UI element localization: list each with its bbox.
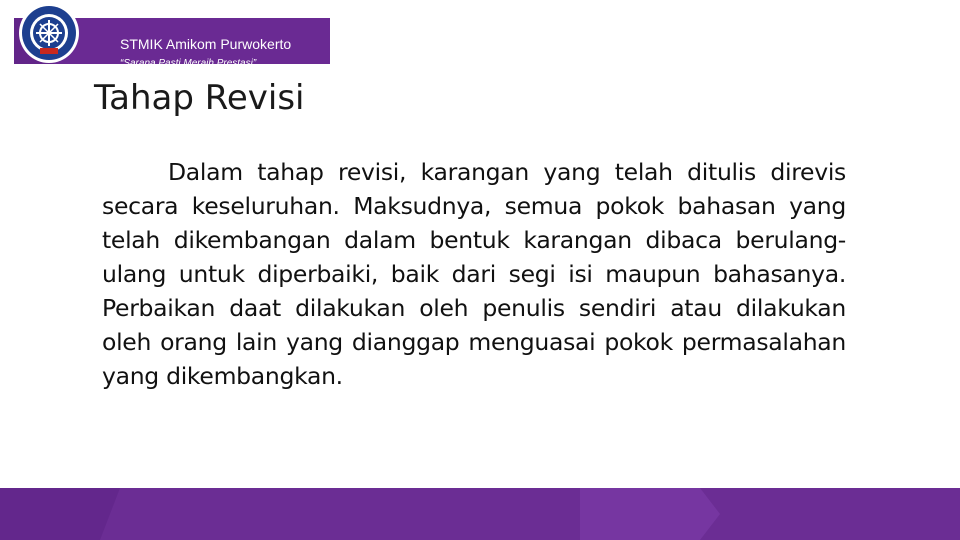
institution-name: STMIK Amikom Purwokerto (120, 36, 292, 52)
slide-title: Tahap Revisi (94, 78, 305, 118)
institution-motto: “Sarana Pasti Meraih Prestasi” (120, 58, 257, 69)
body-paragraph: Dalam tahap revisi, karangan yang telah ditulis direvis secara keseluruhan. Maksudnya, semua pokok bahasan yang telah dikembangan dalam bentuk karangan dibaca berulang-ulang untuk diperbaiki, baik dari segi isi maupun bahasanya. Perbaikan daat dilakukan oleh penulis sendiri atau dilakukan oleh orang lain yang dianggap menguasai pokok permasalahan yang dikembangkan. (102, 158, 846, 390)
footer-shape (0, 488, 960, 540)
footer-bar (0, 488, 960, 540)
college-seal-icon (18, 2, 80, 64)
